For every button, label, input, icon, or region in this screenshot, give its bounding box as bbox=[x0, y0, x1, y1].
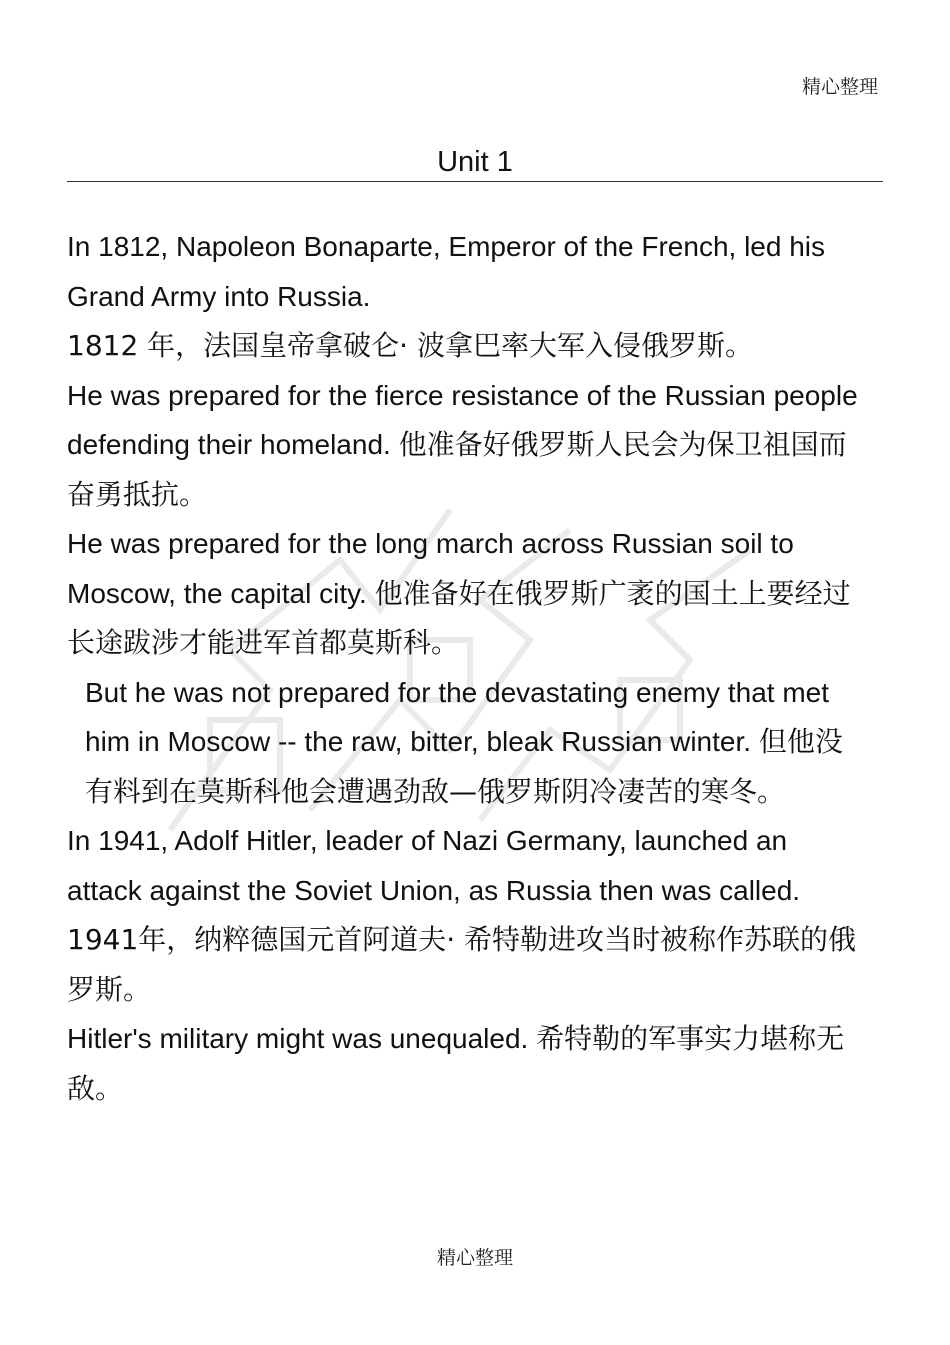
paragraph-2 bbox=[67, 371, 867, 520]
footer-note: 精心整理 bbox=[436, 1247, 513, 1269]
paragraph-4-chinese: 但他没有料到在莫斯科他会遭遇劲敌—俄罗斯阴冷凄苦的寒冬。 bbox=[85, 725, 843, 808]
paragraph-1-english: In 1812, Napoleon Bonaparte, Emperor of the French, led his Grand Army into Russia. bbox=[67, 231, 826, 312]
header-note: 精心整理 bbox=[801, 76, 878, 98]
paragraph-4 bbox=[67, 668, 867, 817]
paragraph-2-english: He was prepared for the fierce resistance of the Russian people defending their homeland. bbox=[67, 379, 858, 460]
paragraph-5-chinese: 1941年，纳粹德国元首阿道夫· 希特勒进攻当时被称作苏联的俄罗斯。 bbox=[67, 923, 857, 1006]
paragraph-4-english: But he was not prepared for the devastating enemy that met him in Moscow -- the raw, bitter, bleak Russian winter. bbox=[85, 676, 829, 757]
paragraph-5 bbox=[67, 816, 867, 1014]
paragraph-2-chinese: 他准备好俄罗斯人民会为保卫祖国而奋勇抵抗。 bbox=[67, 428, 847, 511]
paragraph-6-english: Hitler's military might was unequaled. bbox=[67, 1023, 529, 1054]
paragraph-6 bbox=[67, 1014, 867, 1113]
paragraph-1-chinese: 1812 年，法国皇帝拿破仑· 波拿巴率大军入侵俄罗斯。 bbox=[67, 329, 753, 362]
paragraph-1 bbox=[67, 222, 867, 371]
paragraph-6-chinese: 希特勒的军事实力堪称无敌。 bbox=[67, 1022, 845, 1105]
page-title: Unit 1 bbox=[437, 146, 513, 178]
title-divider bbox=[67, 181, 883, 182]
paragraph-3 bbox=[67, 519, 867, 668]
paragraph-3-english: He was prepared for the long march across Russian soil to Moscow, the capital city. bbox=[67, 528, 794, 609]
document-body bbox=[67, 222, 867, 1113]
paragraph-3-chinese: 他准备好在俄罗斯广袤的国土上要经过长途跋涉才能进军首都莫斯科。 bbox=[67, 576, 851, 659]
paragraph-5-english: In 1941, Adolf Hitler, leader of Nazi Germany, launched an attack against the Soviet Union, as Russia then was called. bbox=[67, 825, 801, 906]
